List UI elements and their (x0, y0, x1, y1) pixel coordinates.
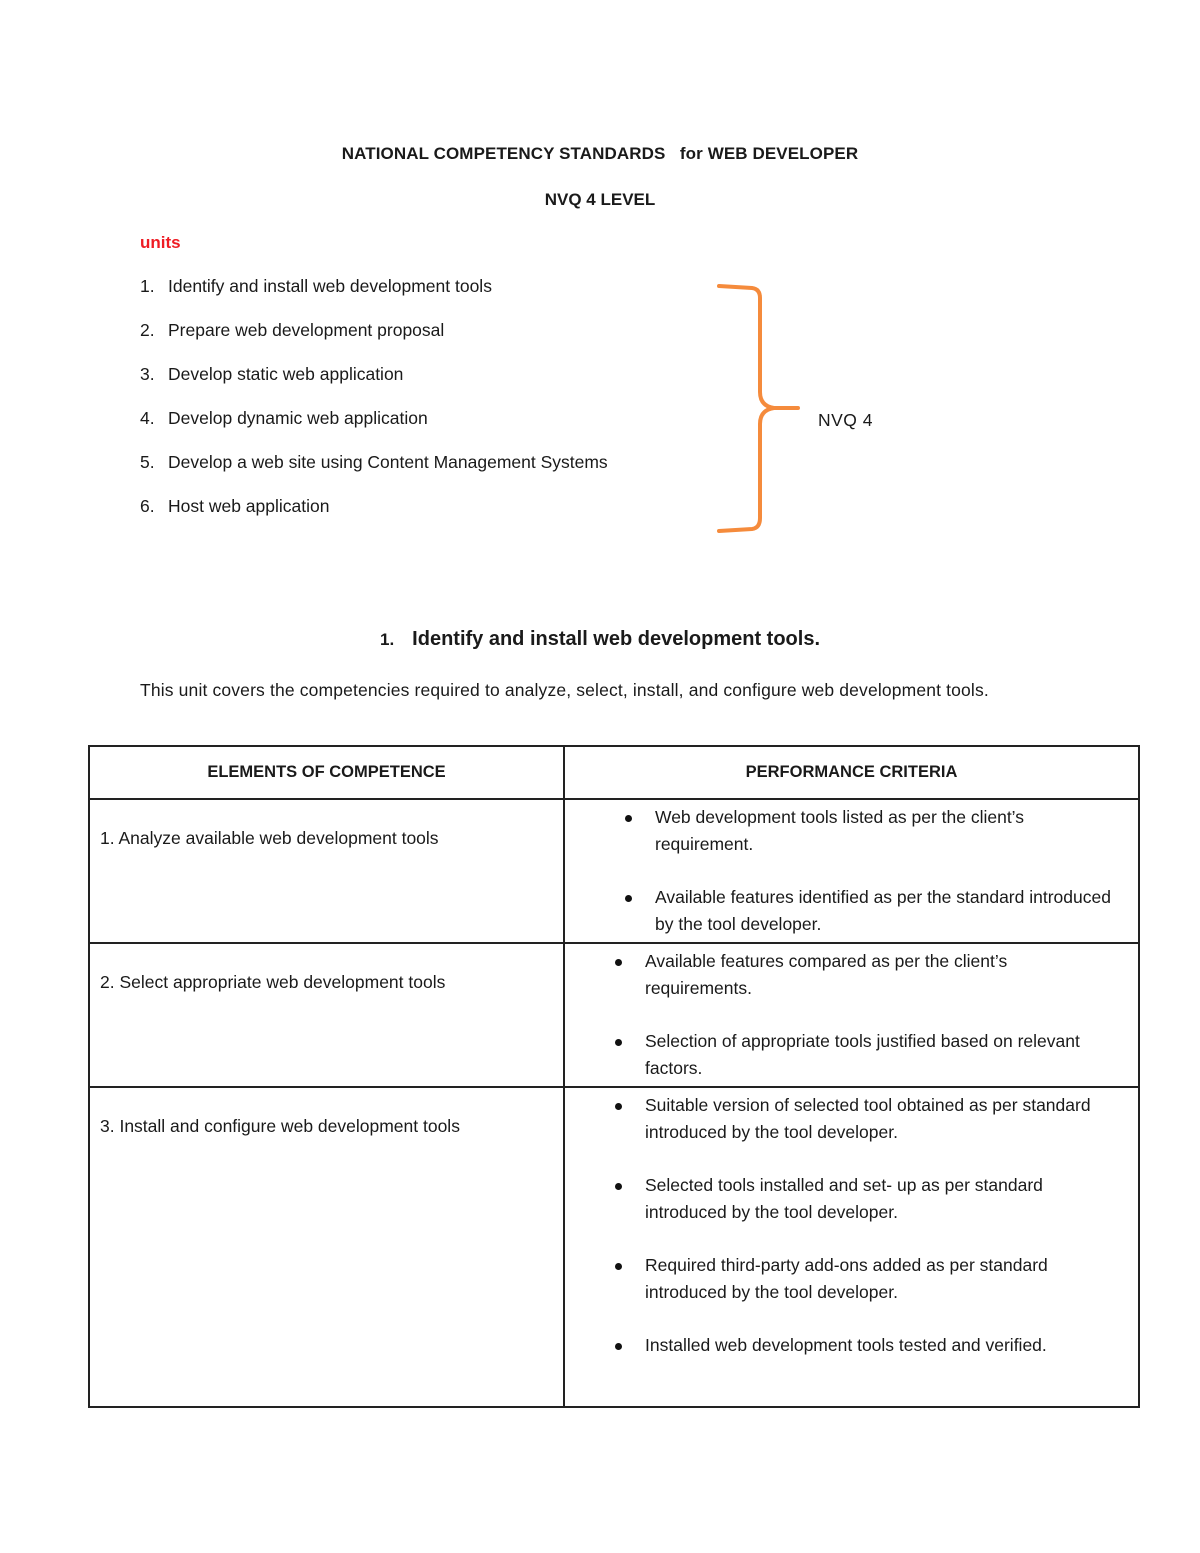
unit-text: Develop a web site using Content Management Systems (168, 452, 608, 472)
section-heading (0, 628, 1200, 651)
unit-item (140, 364, 608, 408)
unit-number: 2. (140, 320, 155, 340)
unit-item (140, 452, 608, 496)
unit-text: Develop static web application (168, 364, 404, 384)
unit-item (140, 320, 608, 364)
page-title: NATIONAL COMPETENCY STANDARDS for WEB DEVELOPER (341, 144, 859, 163)
criteria-item: Web development tools listed as per the client’s requirement. (655, 804, 1118, 858)
criteria-list (565, 1088, 1138, 1363)
curly-bracket-icon (716, 280, 806, 540)
section-description: This unit covers the competencies required to analyze, select, install, and configure web development tools. (140, 680, 989, 700)
unit-number: 4. (140, 408, 155, 428)
unit-text: Develop dynamic web application (168, 408, 428, 428)
element-cell (89, 1087, 564, 1407)
table-row (89, 1087, 1139, 1407)
element-text: 1. Analyze available web development tools (100, 828, 439, 848)
header-criteria: PERFORMANCE CRITERIA (564, 746, 1139, 799)
table-row (89, 943, 1139, 1087)
criteria-item: Available features compared as per the client’s requirements. (645, 948, 1118, 1002)
criteria-cell (564, 799, 1139, 943)
competency-table (88, 745, 1140, 1408)
element-text: 3. Install and configure web development tools (100, 1116, 460, 1136)
criteria-list (565, 944, 1138, 1086)
unit-number: 6. (140, 496, 155, 516)
section-title: Identify and install web development tools. (412, 628, 821, 650)
criteria-item: Installed web development tools tested and verified. (645, 1332, 1118, 1359)
header-elements: ELEMENTS OF COMPETENCE (89, 746, 564, 799)
element-cell (89, 943, 564, 1087)
criteria-cell (564, 1087, 1139, 1407)
unit-item (140, 408, 608, 452)
table-row (89, 799, 1139, 943)
unit-text: Identify and install web development tools (168, 276, 492, 296)
criteria-item: Required third-party add-ons added as per standard introduced by the tool developer. (645, 1252, 1118, 1306)
unit-number: 5. (140, 452, 155, 472)
criteria-cell (564, 943, 1139, 1087)
criteria-item: Available features identified as per the standard introduced by the tool developer. (655, 884, 1118, 938)
unit-number: 3. (140, 364, 155, 384)
criteria-item: Suitable version of selected tool obtained as per standard introduced by the tool developer. (645, 1092, 1118, 1146)
unit-number: 1. (140, 276, 155, 296)
bracket-label: NVQ 4 (818, 410, 874, 430)
element-text: 2. Select appropriate web development tools (100, 972, 446, 992)
units-label: units (140, 233, 181, 252)
element-cell (89, 799, 564, 943)
unit-item (140, 496, 608, 540)
criteria-list (565, 800, 1138, 942)
section-number: 1. (379, 630, 395, 649)
table-header-row (89, 746, 1139, 799)
unit-item (140, 276, 608, 320)
unit-text: Prepare web development proposal (168, 320, 445, 340)
page-subtitle: NVQ 4 LEVEL (544, 190, 656, 209)
unit-text: Host web application (168, 496, 330, 516)
criteria-item: Selected tools installed and set- up as per standard introduced by the tool developer. (645, 1172, 1118, 1226)
unit-list (140, 276, 608, 540)
criteria-item: Selection of appropriate tools justified based on relevant factors. (645, 1028, 1118, 1082)
